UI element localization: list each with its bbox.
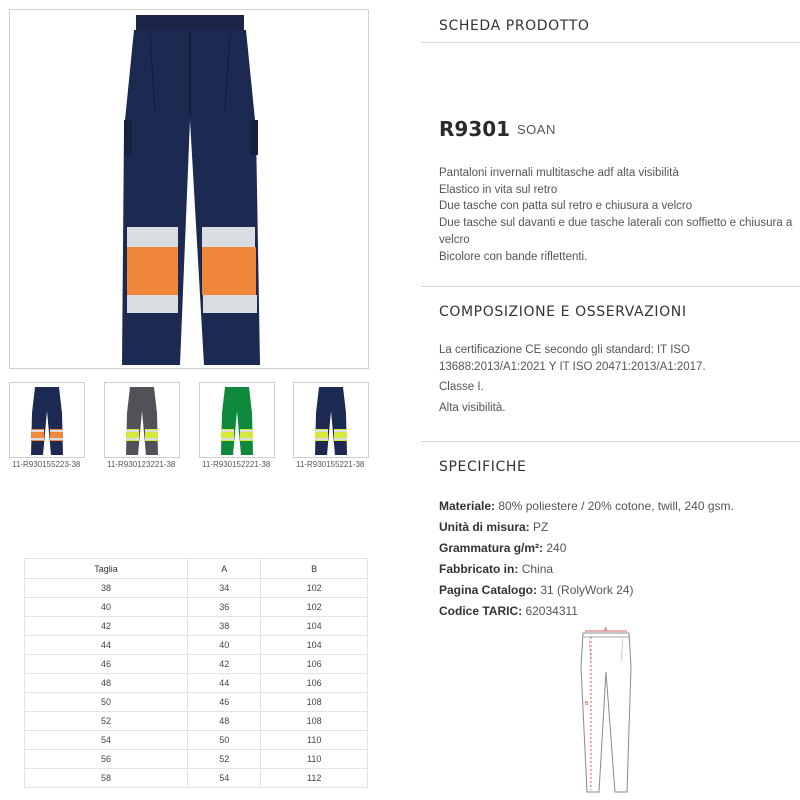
divider [421,441,800,442]
a-cell: 52 [188,750,261,769]
table-row [25,712,368,731]
spec-value: 80% poliestere / 20% cotone, twill, 240 gsm. [498,499,734,513]
a-cell: 34 [188,579,261,598]
measurement-diagram [571,627,641,795]
main-product-image[interactable] [9,9,369,369]
composition-paragraph: Classe I. [439,381,484,393]
b-cell: 104 [261,636,368,655]
a-cell: 46 [188,693,261,712]
divider [421,286,800,287]
size-cell: 54 [25,731,188,750]
spec-value: China [521,562,554,576]
b-cell: 112 [261,769,368,788]
section-title-composizione: COMPOSIZIONE E OSSERVAZIONI [439,304,687,320]
thumb-trousers-image [105,383,179,457]
b-cell: 102 [261,598,368,617]
spec-label: Codice TARIC: [439,604,523,618]
composition-paragraph: Alta visibilità. [439,401,506,414]
description-line: Elastico in vita sul retro [439,183,558,196]
table-row [25,750,368,769]
specs-list [439,496,734,622]
a-cell: 48 [188,712,261,731]
section-title-specifiche: SPECIFICHE [439,459,527,475]
b-cell: 102 [261,579,368,598]
b-cell: 106 [261,674,368,693]
spec-value: 62034311 [525,604,578,618]
table-row [25,579,368,598]
spec-row-unita [439,517,734,538]
size-table [24,558,368,788]
size-cell: 42 [25,617,188,636]
composition-paragraph: La certificazione CE secondo gli standard: IT ISO 13688:2013/A1:2021 Y IT ISO 20471:2013/A1:2017. [439,344,706,373]
diagram-label-b: B [585,701,589,707]
table-row [25,617,368,636]
spec-label: Materiale: [439,499,496,513]
description-line: Bicolore con bande riflettenti. [439,250,588,263]
thumb-trousers-image [200,383,274,457]
thumb-trousers-image [10,383,84,457]
b-cell: 104 [261,617,368,636]
size-cell: 40 [25,598,188,617]
table-row [25,655,368,674]
size-cell: 44 [25,636,188,655]
spec-value: 31 (RolyWork 24) [540,583,634,597]
header-taglia: Taglia [25,559,188,579]
size-cell: 46 [25,655,188,674]
a-cell: 40 [188,636,261,655]
product-details [421,0,800,800]
spec-row-taric [439,601,734,622]
size-table-header [25,559,368,579]
table-row [25,731,368,750]
a-cell: 42 [188,655,261,674]
size-cell: 58 [25,769,188,788]
size-cell: 38 [25,579,188,598]
a-cell: 50 [188,731,261,750]
a-cell: 44 [188,674,261,693]
size-cell: 48 [25,674,188,693]
table-row [25,769,368,788]
thumbnail-grey-yellow[interactable] [104,382,180,458]
diagram-label-a: A [604,627,608,633]
product-description [439,165,794,265]
thumbnail-navy-yellow[interactable] [293,382,369,458]
spec-row-grammatura [439,538,734,559]
spec-label: Grammatura g/m²: [439,541,544,555]
product-model: SOAN [517,122,556,137]
composition-text [439,342,779,420]
description-line: Due tasche con patta sul retro e chiusura a velcro [439,200,693,213]
b-cell: 108 [261,693,368,712]
spec-label: Unità di misura: [439,520,530,534]
header-a: A [188,559,261,579]
table-row [25,674,368,693]
b-cell: 106 [261,655,368,674]
spec-value: 240 [546,541,567,555]
trousers-image [10,10,368,368]
size-cell: 50 [25,693,188,712]
table-row [25,636,368,655]
b-cell: 110 [261,750,368,769]
section-title-scheda: SCHEDA PRODOTTO [439,18,590,34]
spec-row-fabbricato [439,559,734,580]
size-cell: 56 [25,750,188,769]
product-code: R9301 [439,117,511,141]
thumb-trousers-image [294,383,368,457]
spec-value: PZ [533,520,549,534]
thumbnail-code: 11-R930155221-38 [296,460,365,469]
thumbnail-code: 11-R930123221-38 [107,460,176,469]
thumbnail-code: 11-R930155223-38 [12,460,81,469]
divider [421,42,800,43]
b-cell: 110 [261,731,368,750]
table-row [25,693,368,712]
spec-label: Fabbricato in: [439,562,519,576]
table-row [25,598,368,617]
spec-row-materiale [439,496,734,517]
spec-row-pagina [439,580,734,601]
thumbnail-code: 11-R930152221-38 [202,460,271,469]
header-b: B [261,559,368,579]
description-line: Due tasche sul davanti e due tasche laterali con soffietto e chiusura a velcro [439,217,793,246]
a-cell: 36 [188,598,261,617]
spec-label: Pagina Catalogo: [439,583,538,597]
thumbnail-green-yellow[interactable] [199,382,275,458]
a-cell: 54 [188,769,261,788]
thumbnail-navy-orange[interactable] [9,382,85,458]
a-cell: 38 [188,617,261,636]
description-line: Pantaloni invernali multitasche adf alta visibilità [439,167,679,179]
b-cell: 108 [261,712,368,731]
size-cell: 52 [25,712,188,731]
